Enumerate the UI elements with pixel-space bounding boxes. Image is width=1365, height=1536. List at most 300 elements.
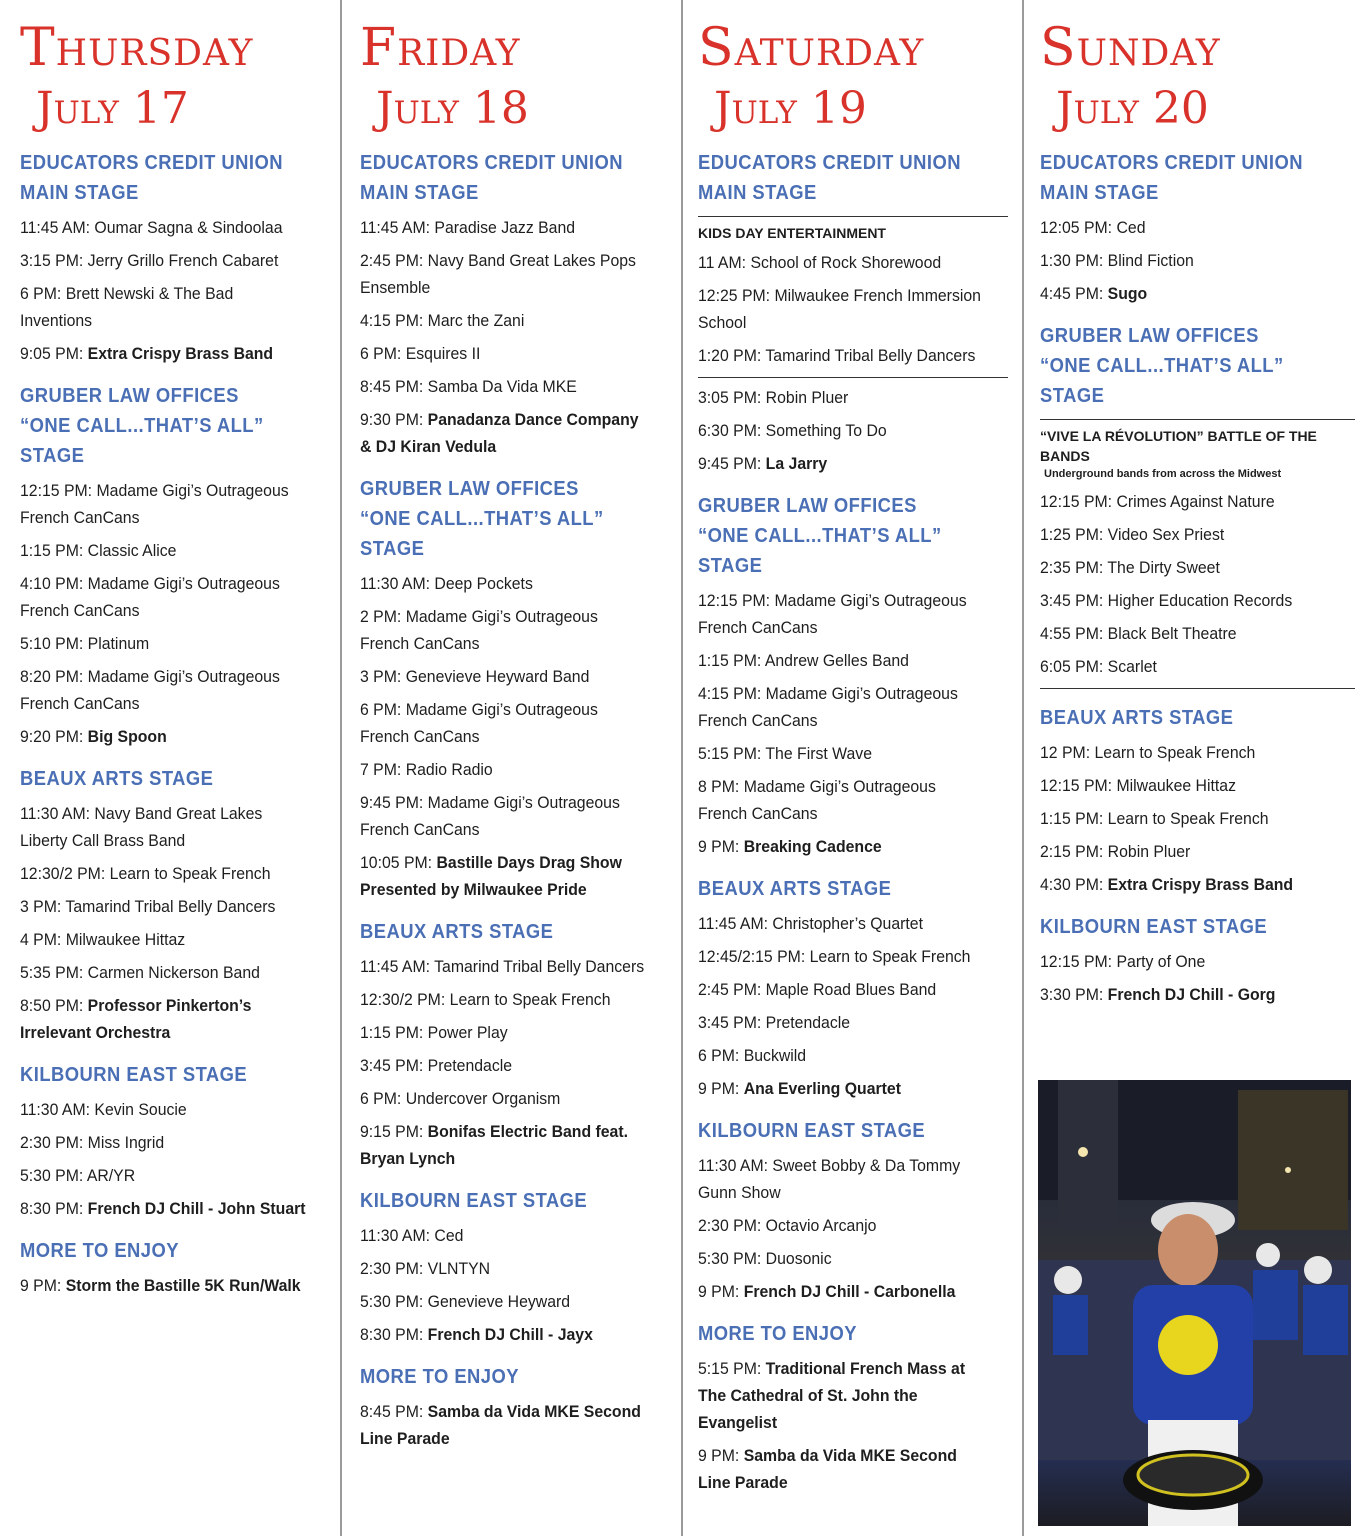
schedule-item [698,1152,986,1206]
item-time: 6 PM: [20,284,62,303]
item-act: Brett Newski & The Bad Inventions [20,284,234,330]
item-act: Professor Pinkerton’s Irrelevant Orchestra [20,996,252,1042]
item-time: 4:30 PM: [1040,875,1104,894]
day-heading: Thursday [20,18,254,78]
item-time: 5:15 PM: [698,1359,762,1378]
item-time: 9 PM: [698,1282,740,1301]
schedule-item [360,663,648,690]
item-act: Ana Everling Quartet [743,1079,901,1098]
schedule-item [1040,214,1333,241]
item-act: Power Play [427,1023,508,1042]
item-time: 12:15 PM: [698,591,771,610]
stage-heading: MORE TO ENJOY [698,1323,858,1345]
schedule-item [360,1118,648,1172]
stage-heading: KILBOURN EAST STAGE [698,1120,926,1142]
date-heading: July 20 [1056,83,1209,134]
item-act: Learn to Speak French [809,947,971,966]
schedule-item [20,247,306,274]
schedule-item [360,756,648,783]
day-column-thursday [20,0,328,1536]
schedule-item [1040,653,1333,680]
item-time: 11:45 AM: [360,957,431,976]
item-time: 8:45 PM: [360,1402,424,1421]
item-time: 9 PM: [20,1276,62,1295]
item-act: Genevieve Heyward [427,1292,571,1311]
item-time: 5:30 PM: [360,1292,424,1311]
item-act: Extra Crispy Brass Band [1107,875,1294,894]
item-act: Undercover Organism [405,1089,561,1108]
schedule-item [20,214,306,241]
item-act: Learn to Speak French [449,990,611,1009]
schedule-item [20,860,306,887]
column-divider [1022,0,1024,1536]
item-act: Learn to Speak French [1094,743,1256,762]
schedule-item [360,373,648,400]
schedule-item [360,1398,648,1452]
item-time: 12:15 PM: [1040,492,1113,511]
item-time: 9:45 PM: [698,454,762,473]
schedule-item [698,1212,986,1239]
item-act: Madame Gigi’s Outrageous French CanCans [20,574,280,620]
schedule-item [360,340,648,367]
stage-heading: MAIN STAGE [698,182,817,204]
item-act: Sugo [1107,284,1148,303]
schedule-item [360,307,648,334]
schedule-item [1040,488,1333,515]
schedule-item [20,663,306,717]
item-act: Samba da Vida MKE Second Line Parade [698,1446,957,1492]
item-time: 3:30 PM: [1040,985,1104,1004]
item-time: 8:30 PM: [360,1325,424,1344]
schedule-item [698,910,986,937]
schedule-item [360,1255,648,1282]
item-time: 4:15 PM: [360,311,424,330]
item-time: 5:30 PM: [20,1166,84,1185]
schedule-item [360,1019,648,1046]
item-act: School of Rock Shorewood [750,253,942,272]
schedule-item [20,1195,306,1222]
sub-heading: “VIVE LA RÉVOLUTION” BATTLE OF THE BANDS [1040,428,1317,464]
schedule-item [1040,739,1333,766]
schedule-item [20,630,306,657]
item-act: Milwaukee French Immersion School [698,286,981,332]
item-act: Ced [434,1226,464,1245]
item-time: 11:30 AM: [20,804,91,823]
item-act: Milwaukee Hittaz [65,930,186,949]
column-divider [681,0,683,1536]
day-heading: Saturday [698,18,925,78]
item-act: Something To Do [765,421,887,440]
item-act: Madame Gigi’s Outrageous French CanCans [698,777,936,823]
schedule-item [698,342,986,369]
item-time: 9:15 PM: [360,1122,424,1141]
item-act: Learn to Speak French [109,864,271,883]
item-time: 11:30 AM: [698,1156,769,1175]
item-time: 9:30 PM: [360,410,424,429]
item-act: Pretendacle [765,1013,851,1032]
item-time: 3:05 PM: [698,388,762,407]
item-act: Samba da Vida MKE Second Line Parade [360,1402,641,1448]
schedule-item [360,1085,648,1112]
item-time: 5:30 PM: [698,1249,762,1268]
item-time: 3:45 PM: [360,1056,424,1075]
schedule-item [1040,805,1333,832]
item-act: VLNTYN [427,1259,491,1278]
item-act: Maple Road Blues Band [765,980,937,999]
item-time: 1:20 PM: [698,346,762,365]
divider-rule [1040,419,1355,420]
stage-heading: GRUBER LAW OFFICES [1040,325,1259,347]
stage-heading: KILBOURN EAST STAGE [360,1190,588,1212]
schedule-item [698,1075,986,1102]
item-time: 11:30 AM: [360,1226,431,1245]
stage-heading: “ONE CALL...THAT’S ALL” STAGE [360,508,604,560]
item-time: 1:15 PM: [360,1023,424,1042]
schedule-item [698,282,986,336]
item-time: 6:05 PM: [1040,657,1104,676]
item-act: Oumar Sagna & Sindoolaa [94,218,283,237]
item-act: Navy Band Great Lakes Pops Ensemble [360,251,636,297]
item-time: 3:45 PM: [1040,591,1104,610]
schedule-item [698,1009,986,1036]
item-act: Genevieve Heyward Band [405,667,590,686]
stage-heading: “ONE CALL...THAT’S ALL” STAGE [698,525,942,577]
item-act: French DJ Chill - Jayx [427,1325,593,1344]
item-act: Buckwild [743,1046,807,1065]
schedule-item [20,280,306,334]
item-time: 12:30/2 PM: [20,864,106,883]
schedule-item [698,943,986,970]
item-time: 11:45 AM: [698,914,769,933]
schedule-item [698,450,986,477]
stage-heading: MAIN STAGE [1040,182,1159,204]
schedule-item [698,1355,986,1436]
item-time: 5:35 PM: [20,963,84,982]
item-act: Samba Da Vida MKE [427,377,577,396]
item-act: The First Wave [765,744,872,763]
item-time: 11:30 AM: [360,574,431,593]
item-time: 12:30/2 PM: [360,990,446,1009]
item-act: Robin Pluer [765,388,849,407]
item-time: 9 PM: [698,837,740,856]
item-time: 2 PM: [360,607,402,626]
item-time: 8:45 PM: [360,377,424,396]
item-time: 5:15 PM: [698,744,762,763]
schedule-item [1040,620,1333,647]
schedule-item [360,789,648,843]
item-act: Panadanza Dance Company & DJ Kiran Vedula [360,410,639,456]
item-act: Crimes Against Nature [1116,492,1275,511]
day-heading: Friday [360,18,521,78]
item-time: 8:50 PM: [20,996,84,1015]
schedule-item [698,976,986,1003]
item-act: Christopher’s Quartet [772,914,923,933]
item-act: Madame Gigi’s Outrageous French CanCans [360,793,620,839]
item-act: Madame Gigi’s Outrageous French CanCans [360,607,598,653]
stage-heading: “ONE CALL...THAT’S ALL” STAGE [1040,355,1284,407]
stage-heading: EDUCATORS CREDIT UNION [20,152,283,174]
schedule-item [360,603,648,657]
schedule-item [698,1442,986,1496]
stage-heading: KILBOURN EAST STAGE [1040,916,1268,938]
item-act: Higher Education Records [1107,591,1293,610]
item-act: Extra Crispy Brass Band [87,344,274,363]
schedule-item [360,986,648,1013]
item-time: 6 PM: [360,344,402,363]
schedule-item [360,849,648,903]
item-time: 12:05 PM: [1040,218,1113,237]
item-time: 3:45 PM: [698,1013,762,1032]
schedule-item [1040,521,1333,548]
item-time: 12:15 PM: [1040,952,1113,971]
item-time: 8 PM: [698,777,740,796]
schedule-item [20,992,306,1046]
schedule-item [20,477,306,531]
divider-rule [698,216,1008,217]
item-time: 1:25 PM: [1040,525,1104,544]
stage-heading: GRUBER LAW OFFICES [360,478,579,500]
item-time: 2:30 PM: [360,1259,424,1278]
item-act: French DJ Chill - Gorg [1107,985,1276,1004]
item-act: Tamarind Tribal Belly Dancers [65,897,276,916]
item-time: 9:20 PM: [20,727,84,746]
item-time: 9:45 PM: [360,793,424,812]
item-act: Deep Pockets [434,574,533,593]
divider-rule [1040,688,1355,689]
schedule-item [698,680,986,734]
day-column-friday [360,0,670,1536]
schedule-item [698,1278,986,1305]
item-time: 2:15 PM: [1040,842,1104,861]
item-act: Breaking Cadence [743,837,882,856]
item-time: 12:15 PM: [20,481,93,500]
item-time: 8:30 PM: [20,1199,84,1218]
item-time: 1:15 PM: [20,541,84,560]
item-act: Miss Ingrid [87,1133,165,1152]
schedule-item [20,537,306,564]
schedule-item [698,773,986,827]
schedule-item [20,800,306,854]
stage-heading: MORE TO ENJOY [360,1366,520,1388]
schedule-item [1040,871,1333,898]
schedule-item [360,1222,648,1249]
divider-rule [698,377,1008,378]
stage-heading: BEAUX ARTS STAGE [360,921,554,943]
stage-heading: GRUBER LAW OFFICES [698,495,917,517]
item-time: 1:15 PM: [698,651,762,670]
item-act: Carmen Nickerson Band [87,963,260,982]
item-time: 2:45 PM: [698,980,762,999]
item-act: French DJ Chill - John Stuart [87,1199,306,1218]
schedule-item [698,417,986,444]
item-act: Traditional French Mass at The Cathedral of St. John the Evangelist [698,1359,966,1432]
schedule-item [698,1245,986,1272]
stage-heading: EDUCATORS CREDIT UNION [1040,152,1303,174]
schedule-item [1040,948,1333,975]
schedule-item [360,1052,648,1079]
item-act: Madame Gigi’s Outrageous French CanCans [20,481,289,527]
schedule-item [1040,981,1333,1008]
item-act: Milwaukee Hittaz [1116,776,1236,795]
item-act: Tamarind Tribal Belly Dancers [434,957,645,976]
item-act: Bonifas Electric Band feat. Bryan Lynch [360,1122,628,1168]
item-act: Classic Alice [87,541,177,560]
item-time: 2:30 PM: [20,1133,84,1152]
item-act: Kevin Soucie [94,1100,187,1119]
item-act: Sweet Bobby & Da Tommy Gunn Show [698,1156,961,1202]
item-time: 4:45 PM: [1040,284,1104,303]
schedule-item [1040,247,1333,274]
item-time: 3 PM: [20,897,62,916]
schedule-item [20,1129,306,1156]
item-act: Storm the Bastille 5K Run/Walk [65,1276,301,1295]
schedule-item [20,723,306,750]
schedule-item [698,249,986,276]
schedule-item [698,740,986,767]
schedule-item [360,1321,648,1348]
schedule-item [20,1162,306,1189]
item-time: 12:15 PM: [1040,776,1113,795]
item-time: 4 PM: [20,930,62,949]
item-act: Party of One [1116,952,1206,971]
item-act: Andrew Gelles Band [764,651,909,670]
stage-heading: BEAUX ARTS STAGE [1040,707,1234,729]
item-time: 2:35 PM: [1040,558,1104,577]
item-time: 1:15 PM: [1040,809,1104,828]
schedule-item [698,1042,986,1069]
item-act: Marc the Zani [427,311,525,330]
item-act: Scarlet [1107,657,1157,676]
item-time: 12 PM: [1040,743,1091,762]
schedule-item [360,1288,648,1315]
day-column-saturday [698,0,1008,1536]
item-time: 6 PM: [698,1046,740,1065]
item-time: 4:55 PM: [1040,624,1104,643]
item-time: 3 PM: [360,667,402,686]
stage-heading: MAIN STAGE [360,182,479,204]
schedule-item [20,1272,306,1299]
item-time: 6 PM: [360,1089,402,1108]
schedule-item [20,1096,306,1123]
item-act: Madame Gigi’s Outrageous French CanCans [20,667,280,713]
item-act: The Dirty Sweet [1107,558,1220,577]
schedule-item [20,926,306,953]
item-act: Platinum [87,634,150,653]
stage-heading: EDUCATORS CREDIT UNION [360,152,623,174]
stage-heading: BEAUX ARTS STAGE [698,878,892,900]
schedule-item [360,570,648,597]
item-act: Video Sex Priest [1107,525,1225,544]
item-act: Octavio Arcanjo [765,1216,877,1235]
item-act: Madame Gigi’s Outrageous French CanCans [698,684,958,730]
item-time: 1:30 PM: [1040,251,1104,270]
schedule-item [1040,838,1333,865]
schedule-item [360,247,648,301]
item-time: 6:30 PM: [698,421,762,440]
item-time: 9 PM: [698,1446,740,1465]
item-act: Madame Gigi’s Outrageous French CanCans [360,700,598,746]
schedule-item [20,340,306,367]
item-time: 5:10 PM: [20,634,84,653]
stage-heading: EDUCATORS CREDIT UNION [698,152,961,174]
item-act: Radio Radio [405,760,493,779]
item-time: 3:15 PM: [20,251,84,270]
stage-heading: MAIN STAGE [20,182,139,204]
item-time: 7 PM: [360,760,402,779]
schedule-item [360,953,648,980]
item-act: Big Spoon [87,727,167,746]
item-act: Duosonic [765,1249,832,1268]
schedule-item [360,696,648,750]
schedule-item [20,570,306,624]
schedule-item [698,647,986,674]
date-heading: July 18 [376,83,529,134]
item-act: Blind Fiction [1107,251,1194,270]
item-time: 11:45 AM: [360,218,431,237]
date-heading: July 17 [36,83,189,134]
schedule-item [1040,554,1333,581]
item-time: 11:30 AM: [20,1100,91,1119]
date-heading: July 19 [714,83,867,134]
stage-heading: “ONE CALL...THAT’S ALL” STAGE [20,415,264,467]
item-act: Learn to Speak French [1107,809,1269,828]
item-act: Bastille Days Drag Show Presented by Milwaukee Pride [360,853,622,899]
item-time: 6 PM: [360,700,402,719]
schedule-item [1040,280,1333,307]
schedule-item [698,587,986,641]
item-time: 10:05 PM: [360,853,433,872]
item-act: Esquires II [405,344,481,363]
item-time: 4:10 PM: [20,574,84,593]
item-act: Paradise Jazz Band [434,218,576,237]
item-time: 9 PM: [698,1079,740,1098]
sub-heading: KIDS DAY ENTERTAINMENT [698,225,886,241]
schedule-item [698,833,986,860]
item-act: Robin Pluer [1107,842,1191,861]
schedule-item [360,214,648,241]
stage-heading: BEAUX ARTS STAGE [20,768,214,790]
item-time: 2:45 PM: [360,251,424,270]
schedule-item [20,959,306,986]
sub-note: Underground bands from across the Midwest [1044,468,1282,480]
schedule-item [20,893,306,920]
item-act: Madame Gigi’s Outrageous French CanCans [698,591,967,637]
item-time: 2:30 PM: [698,1216,762,1235]
day-heading: Sunday [1040,18,1221,78]
item-time: 11 AM: [698,253,747,272]
item-act: Navy Band Great Lakes Liberty Call Brass Band [20,804,263,850]
item-act: Tamarind Tribal Belly Dancers [765,346,976,365]
column-divider [340,0,342,1536]
item-act: Jerry Grillo French Cabaret [87,251,279,270]
schedule-item [1040,772,1333,799]
item-act: La Jarry [765,454,828,473]
stage-heading: MORE TO ENJOY [20,1240,180,1262]
item-time: 12:45/2:15 PM: [698,947,806,966]
schedule-item [698,384,986,411]
item-act: AR/YR [86,1166,136,1185]
item-time: 4:15 PM: [698,684,762,703]
samba-drummer-photo [1038,1080,1351,1526]
item-time: 9:05 PM: [20,344,84,363]
stage-heading: GRUBER LAW OFFICES [20,385,239,407]
stage-heading: KILBOURN EAST STAGE [20,1064,248,1086]
item-act: French DJ Chill - Carbonella [743,1282,956,1301]
item-time: 11:45 AM: [20,218,91,237]
item-act: Ced [1116,218,1146,237]
schedule-item [1040,587,1333,614]
schedule-item [360,406,648,460]
